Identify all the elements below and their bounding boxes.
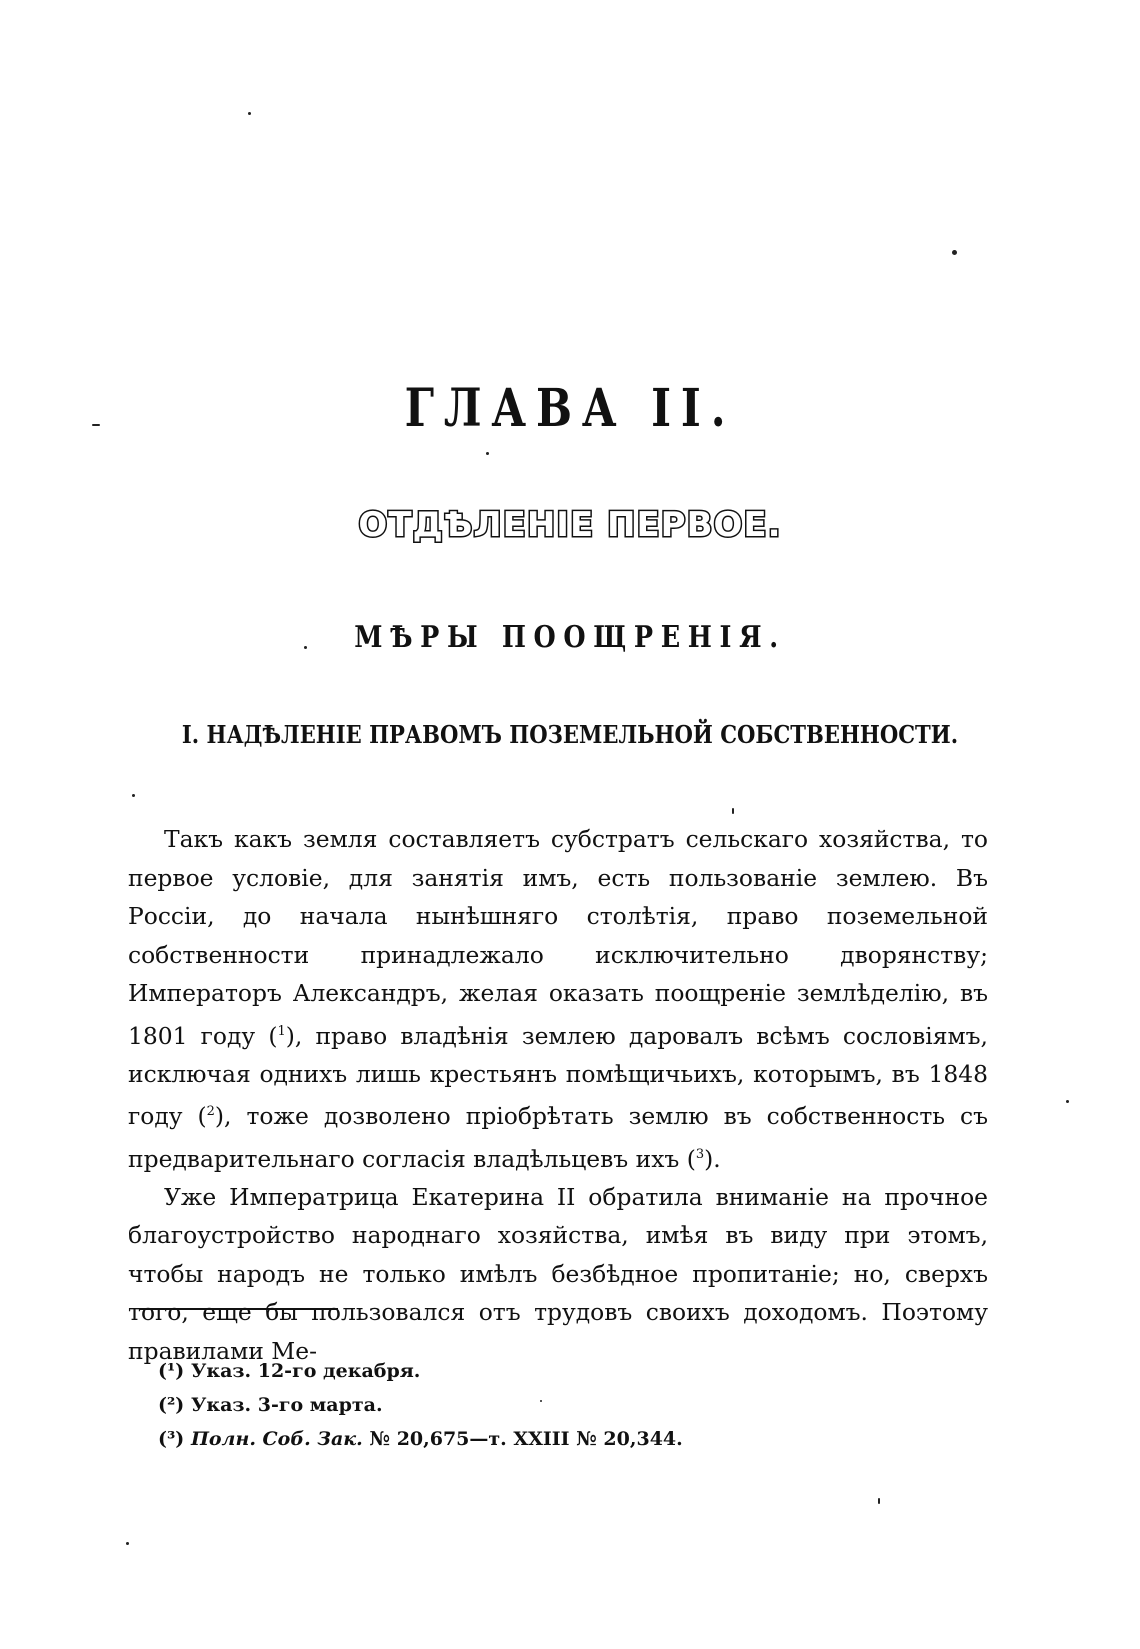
scan-speck <box>304 646 307 649</box>
footnote-ref-3: 3 <box>695 1146 705 1162</box>
footnote-2: (²) Указ. 3-го марта. <box>158 1394 383 1416</box>
subsection-heading: МѢРЫ ПООЩРЕНІЯ. <box>354 620 786 655</box>
scan-speck <box>878 1498 880 1504</box>
scan-speck <box>952 250 957 255</box>
footnotes <box>158 1354 858 1456</box>
footnote-ref-1: 1 <box>277 1023 286 1039</box>
paragraph-2: Уже Императрица Екатерина II обратила вниманіе на прочное благоустройство народнаго хозяйства, имѣя въ виду при этомъ, чтобы народъ не только имѣлъ безбѣдное пропитаніе; но, сверхъ того, еще бы пользовался отъ трудовъ своихъ доходомъ. Поэтому правилами Ме- <box>128 1182 988 1365</box>
footnote-1: (¹) Указ. 12-го декабря. <box>158 1360 421 1382</box>
chapter-heading: ГЛАВА II. <box>404 378 736 439</box>
scan-speck <box>248 112 251 115</box>
section-heading: ОТДѢЛЕНІЕ ПЕРВОЕ. <box>358 505 782 545</box>
body-text <box>128 820 988 1370</box>
scan-speck <box>126 1542 129 1545</box>
scan-speck <box>1066 1100 1069 1103</box>
scan-speck <box>486 452 489 455</box>
scan-speck <box>92 424 100 426</box>
footnote-3: (³) Полн. Соб. Зак. № 20,675—т. XXIII № 20,344. <box>158 1428 683 1450</box>
footnote-ref-2: 2 <box>206 1104 215 1120</box>
scan-speck <box>732 808 734 814</box>
scan-speck <box>540 1400 542 1402</box>
article-title: I. НАДѢЛЕНІЕ ПРАВОМЪ ПОЗЕМЕЛЬНОЙ СОБСТВЕННОСТИ. <box>181 720 959 749</box>
footnote-separator <box>140 1308 338 1310</box>
paragraph-1: Такъ какъ земля составляетъ субстратъ сельскаго хозяйства, то первое условіе, для занятія имъ, есть пользованіе землею. Въ Россіи, до начала нынѣшняго столѣтія, право поземельной собственности принадлежало исключительно дворянству; Императоръ Александръ, желая оказать поощреніе землѣделію, въ 1801 году ($^1$), право владѣнія землею даровалъ всѣмъ сословіямъ, исключая однихъ лишь крестьянъ помѣщичьихъ, которымъ, въ 1848 году ($^2$), тоже дозволено пріобрѣтать землю въ собственность съ предварительнаго согласія владѣльцевъ ихъ ($^3$). <box>128 825 988 1173</box>
scan-speck <box>132 794 135 797</box>
